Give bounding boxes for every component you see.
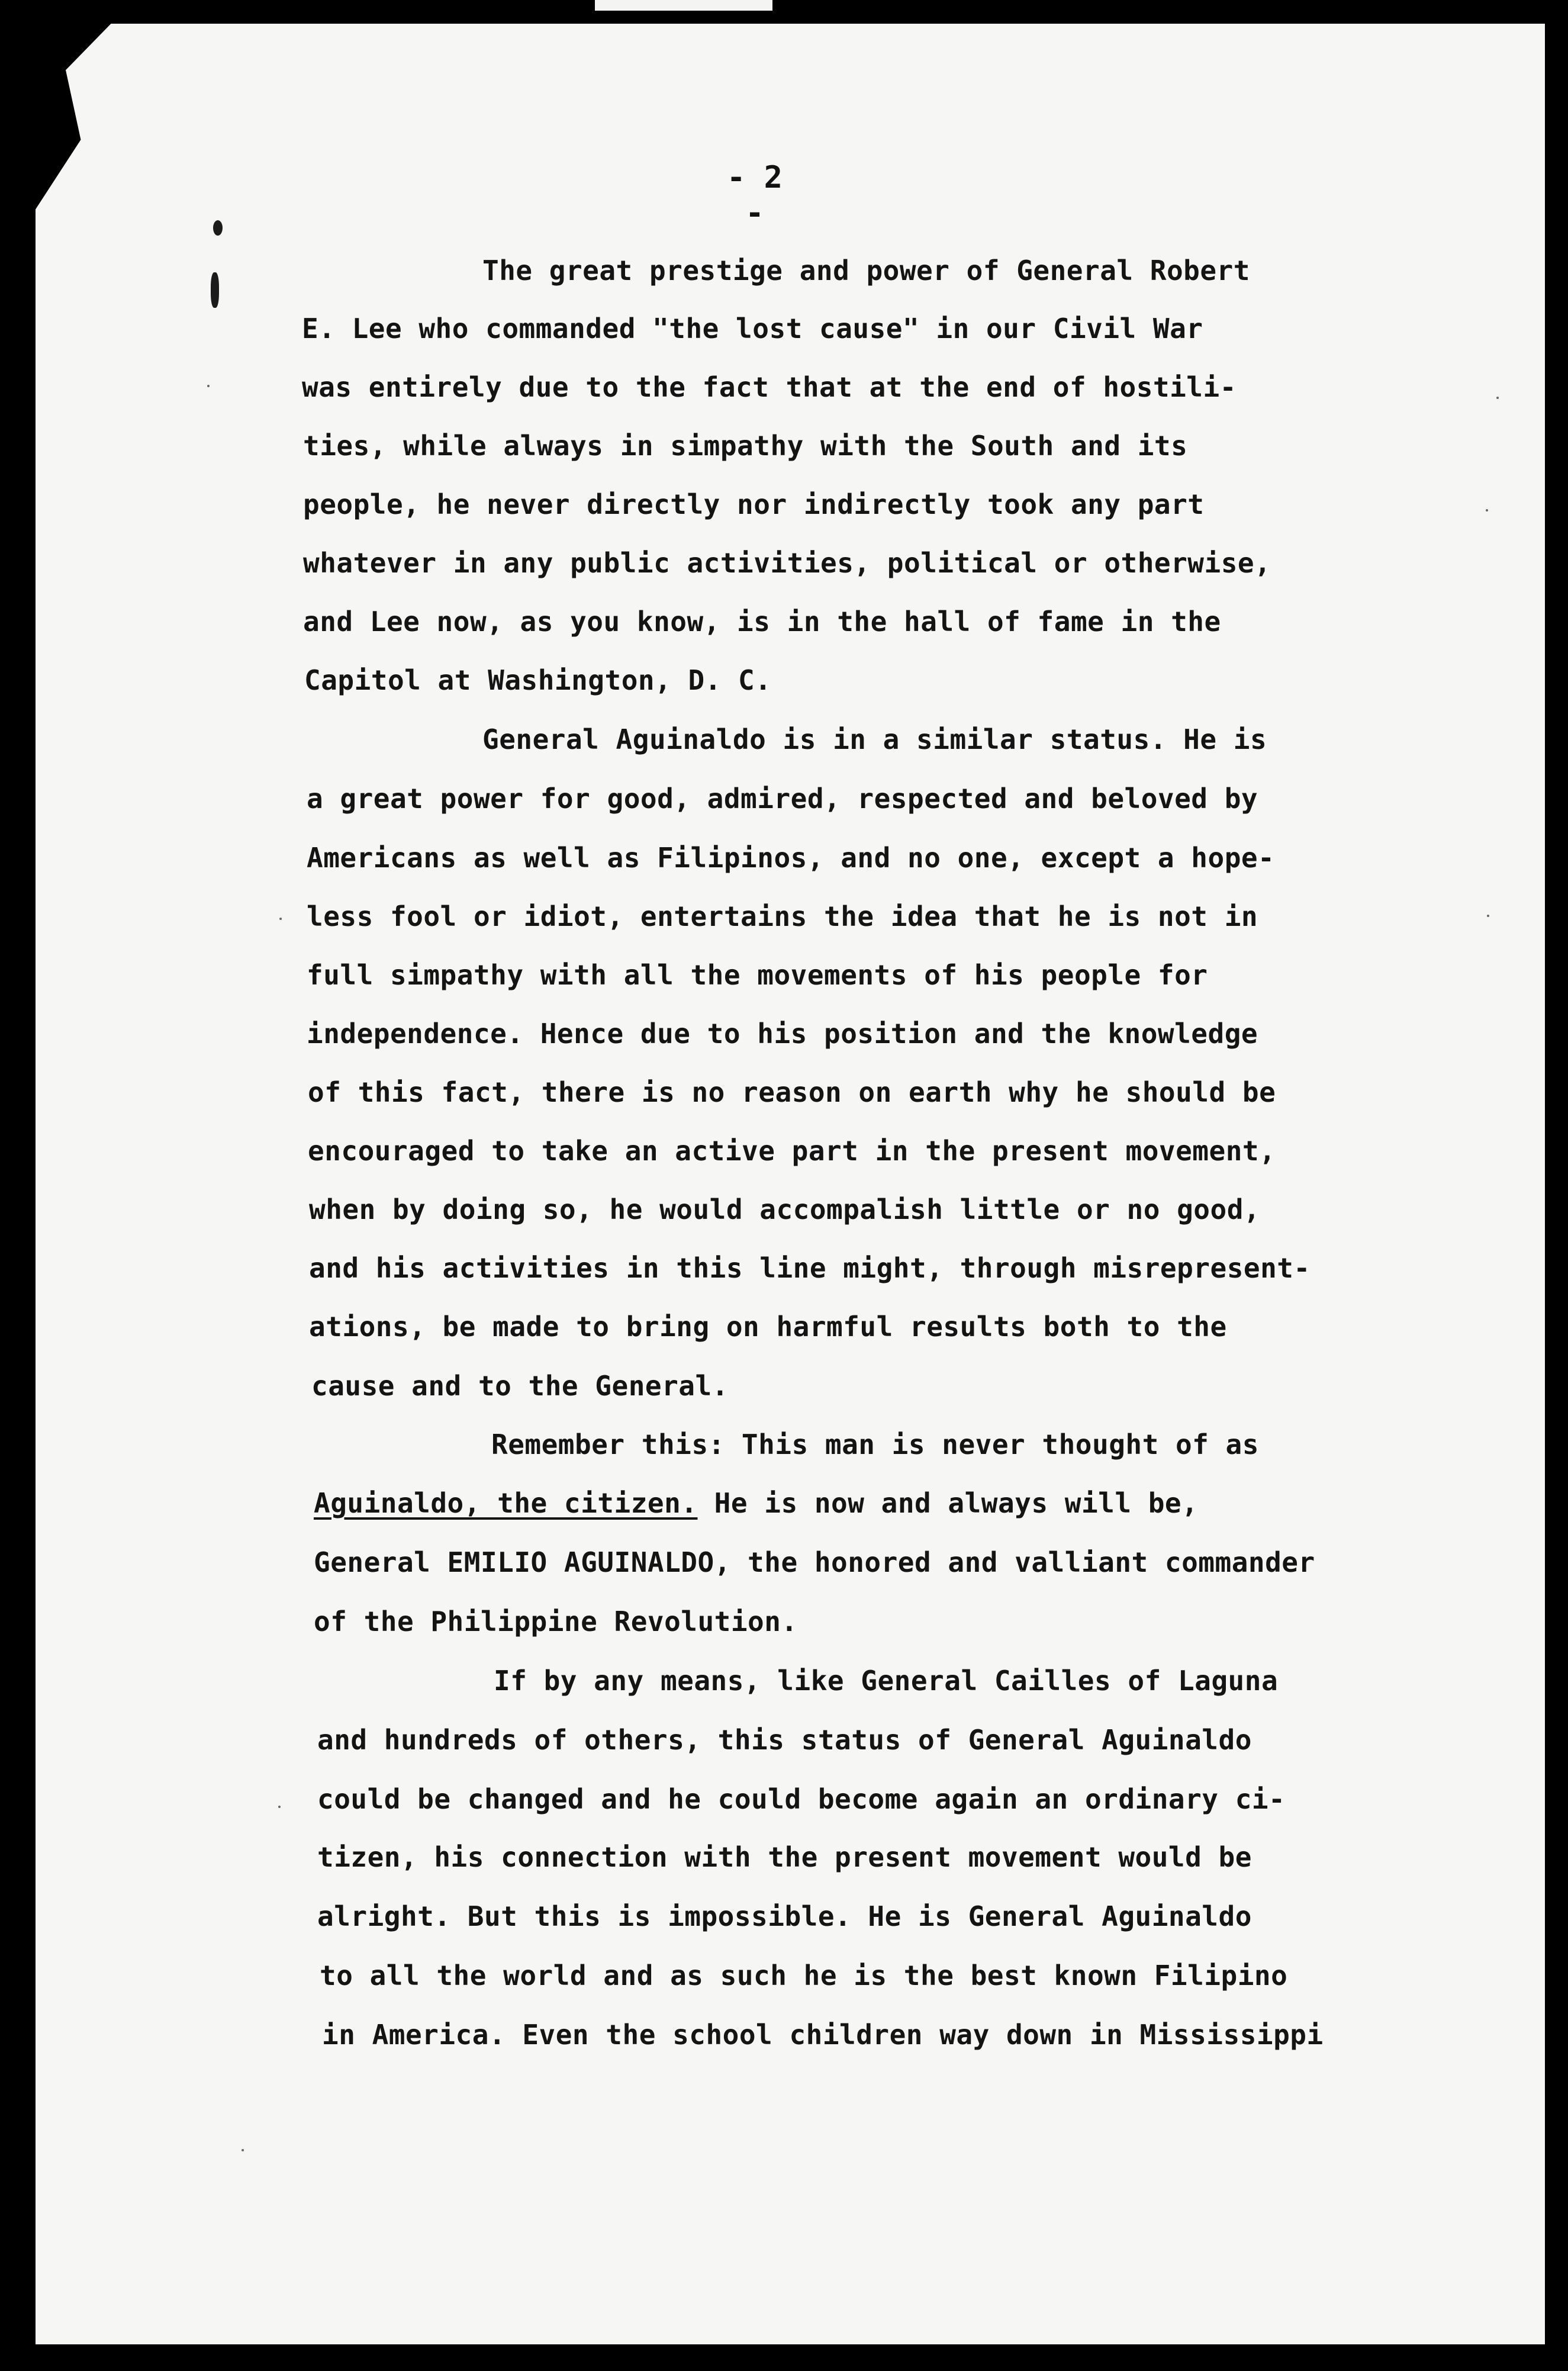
text-line: alright. But this is impossible. He is General Aguinaldo (317, 1900, 1252, 1932)
text-line: in America. Even the school children way down in Mississippi (322, 2019, 1324, 2051)
binding-mark-top (213, 220, 223, 236)
text-line: and his activities in this line might, through misrepresent- (309, 1252, 1311, 1284)
text-line: of this fact, there is no reason on earth why he should be (308, 1076, 1276, 1108)
text-line: E. Lee who commanded "the lost cause" in our Civil War (302, 313, 1203, 345)
text-line: to all the world and as such he is the best known Filipino (320, 1960, 1288, 1992)
text-line: ations, be made to bring on harmful results both to the (309, 1311, 1227, 1343)
text-line: The great prestige and power of General Robert (482, 255, 1250, 287)
text-line: Americans as well as Filipinos, and no one, except a hope- (307, 842, 1275, 874)
speck (207, 385, 210, 387)
speck (1496, 397, 1499, 399)
binding-mark-bottom (211, 272, 219, 308)
text-line: people, he never directly nor indirectly took any part (303, 488, 1205, 520)
speck (242, 2149, 244, 2151)
speck (1487, 915, 1489, 917)
text-line: and Lee now, as you know, is in the hall of fame in the (303, 606, 1221, 638)
text-line: could be changed and he could become again an ordinary ci- (317, 1783, 1286, 1815)
page-number: - 2 - (727, 160, 783, 231)
speck (1486, 509, 1488, 511)
text-line: Remember this: This man is never thought of as (491, 1429, 1259, 1460)
text-line: tizen, his connection with the present movement would be (317, 1841, 1252, 1873)
text-line: whatever in any public activities, political or otherwise, (303, 547, 1271, 579)
text-line: less fool or idiot, entertains the idea that he is not in (307, 900, 1258, 932)
text-line-emphasis (314, 1487, 1198, 1519)
text-line: General EMILIO AGUINALDO, the honored and valliant commander (314, 1546, 1315, 1578)
speck (279, 918, 282, 920)
text-line: cause and to the General. (311, 1370, 729, 1402)
text-line: was entirely due to the fact that at the end of hostili- (302, 371, 1237, 403)
text-line: General Aguinaldo is in a similar status. He is (482, 723, 1267, 755)
text-line: Capitol at Washington, D. C. (304, 664, 772, 696)
underlined-phrase: Aguinaldo, the citizen. (314, 1487, 698, 1519)
text-line: a great power for good, admired, respected and beloved by (307, 783, 1258, 815)
text-line: ties, while always in simpathy with the South and its (303, 430, 1188, 462)
line-continuation: He is now and always will be, (697, 1487, 1199, 1519)
text-line: full simpathy with all the movements of his people for (307, 959, 1208, 991)
speck (278, 1806, 281, 1808)
text-line: encouraged to take an active part in the present movement, (308, 1135, 1276, 1167)
top-edge-tab (595, 0, 772, 11)
text-line: when by doing so, he would accompalish little or no good, (309, 1193, 1261, 1225)
text-line: If by any means, like General Cailles of Laguna (494, 1665, 1279, 1697)
text-line: independence. Hence due to his position and the knowledge (307, 1018, 1258, 1050)
text-line: of the Philippine Revolution. (314, 1606, 798, 1637)
text-line: and hundreds of others, this status of General Aguinaldo (317, 1724, 1252, 1756)
